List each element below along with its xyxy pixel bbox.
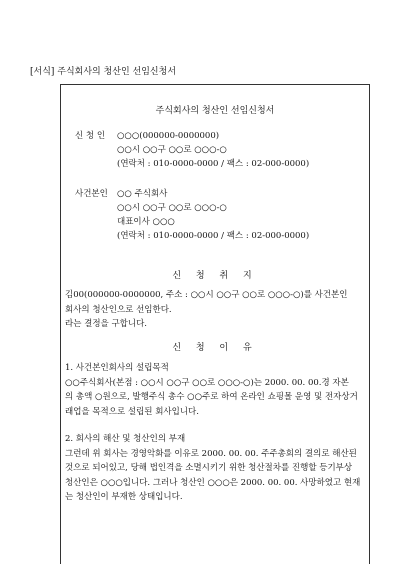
section-2-line: 청산인은 ○○○입니다. 그러나 청산인 ○○○은 2000. 00. 00. 사망하였고 현재 xyxy=(65,477,361,488)
section-1-title: 1. 사건본인회사의 설립목적 xyxy=(65,363,169,373)
principal-details xyxy=(117,187,309,243)
applicant-label: 신 청 인 xyxy=(75,131,106,141)
principal-address: ○○시 ○○구 ○○로 ○○○-○ xyxy=(117,203,227,213)
principal-company: ○○ 주식회사 xyxy=(117,189,168,199)
principal-contact: (연락처 : 010-0000-0000 / 팩스 : 02-000-0000) xyxy=(117,231,310,241)
form-caption: [서식] 주식회사의 청산인 선임신청서 xyxy=(30,67,177,77)
section-2-title: 2. 회사의 해산 및 청산인의 부재 xyxy=(65,434,186,444)
purpose-heading: 신 청 취 지 xyxy=(172,271,258,281)
applicant-details xyxy=(117,129,309,171)
reason-section-1 xyxy=(65,361,361,419)
section-2-line: 는 청산인이 부재한 상태입니다. xyxy=(65,492,183,502)
document-title: 주식회사의 청산인 선임신청서 xyxy=(155,106,275,116)
applicant-name: ○○○(000000-0000000) xyxy=(117,131,220,141)
reason-section-2 xyxy=(65,432,361,505)
purpose-line: 라는 결정을 구합니다. xyxy=(65,319,148,329)
purpose-text xyxy=(65,288,361,332)
section-1-line: 의 총액 ○원으로, 발행주식 총수 ○○주로 하여 온라인 쇼핑몰 운영 및 전자상거 xyxy=(65,392,358,402)
purpose-line: 김00(000000-0000000, 주소 : ○○시 ○○구 ○○로 ○○○-○)를 사건본인 xyxy=(65,290,348,300)
document-frame xyxy=(60,84,370,564)
applicant-contact: (연락처 : 010-0000-0000 / 팩스 : 02-000-0000) xyxy=(117,159,310,169)
reason-heading: 신 청 이 유 xyxy=(172,343,258,353)
section-1-line: ○○주식회사(본점 : ○○시 ○○구 ○○로 ○○○-○)는 2000. 00. 00.경 자본 xyxy=(65,377,349,388)
section-1-line: 래업을 목적으로 설립된 회사입니다. xyxy=(65,406,199,417)
section-2-line: 그런데 위 회사는 경영악화를 이유로 2000. 00. 00. 주주총회의 결의로 해산된 xyxy=(65,448,357,459)
principal-label: 사건본인 xyxy=(75,189,108,199)
purpose-line: 회사의 청산인으로 선임한다. xyxy=(65,304,172,315)
principal-ceo: 대표이사 ○○○ xyxy=(117,217,175,227)
section-2-line: 것으로 되어있고, 당해 법인격을 소멸시키기 위한 청산절차를 진행할 등기부상 xyxy=(65,463,353,473)
applicant-address: ○○시 ○○구 ○○로 ○○○-○ xyxy=(117,145,227,155)
